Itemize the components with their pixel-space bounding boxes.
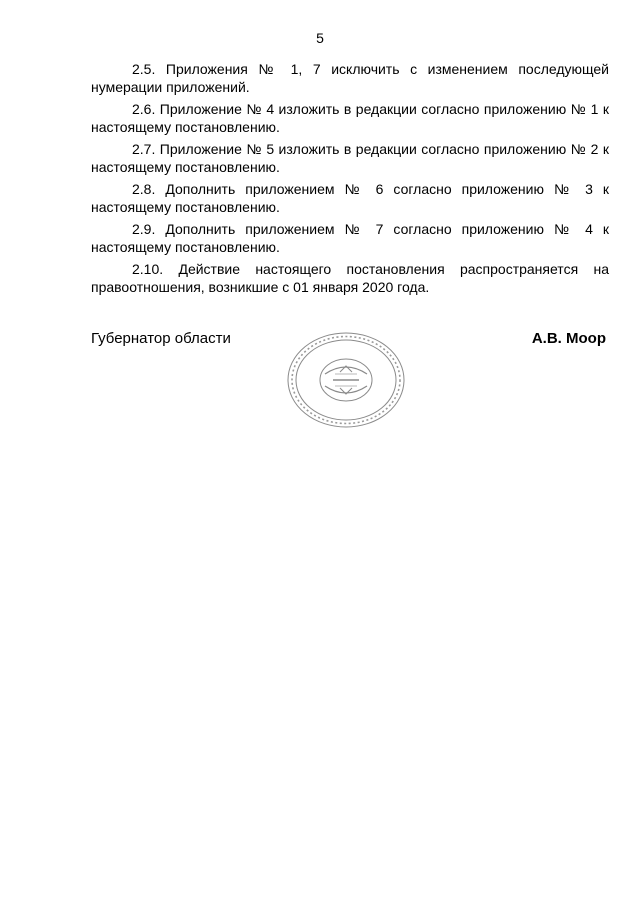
paragraph-2-10: 2.10. Действие настоящего постановления распространяется на правоотношения, возникшие с 01 января 2020 года.	[91, 261, 609, 295]
paragraph-2-6: 2.6. Приложение № 4 изложить в редакции согласно приложению № 1 к настоящему постановлению.	[91, 101, 609, 135]
paragraph-2-9: 2.9. Дополнить приложением № 7 согласно приложению № 4 к настоящему постановлению.	[91, 221, 609, 255]
signatory-name: А.В. Моор	[531, 330, 606, 347]
paragraph-2-5: 2.5. Приложения № 1, 7 исключить с изменением последующей нумерации приложений.	[91, 61, 609, 95]
official-seal-icon	[285, 330, 407, 430]
page-number: 5	[316, 30, 324, 46]
paragraph-2-7: 2.7. Приложение № 5 изложить в редакции согласно приложению № 2 к настоящему постановлению.	[91, 141, 609, 175]
document-body	[91, 60, 609, 300]
paragraph-2-8: 2.8. Дополнить приложением № 6 согласно приложению № 3 к настоящему постановлению.	[91, 181, 609, 215]
signatory-position: Губернатор области	[91, 330, 231, 347]
